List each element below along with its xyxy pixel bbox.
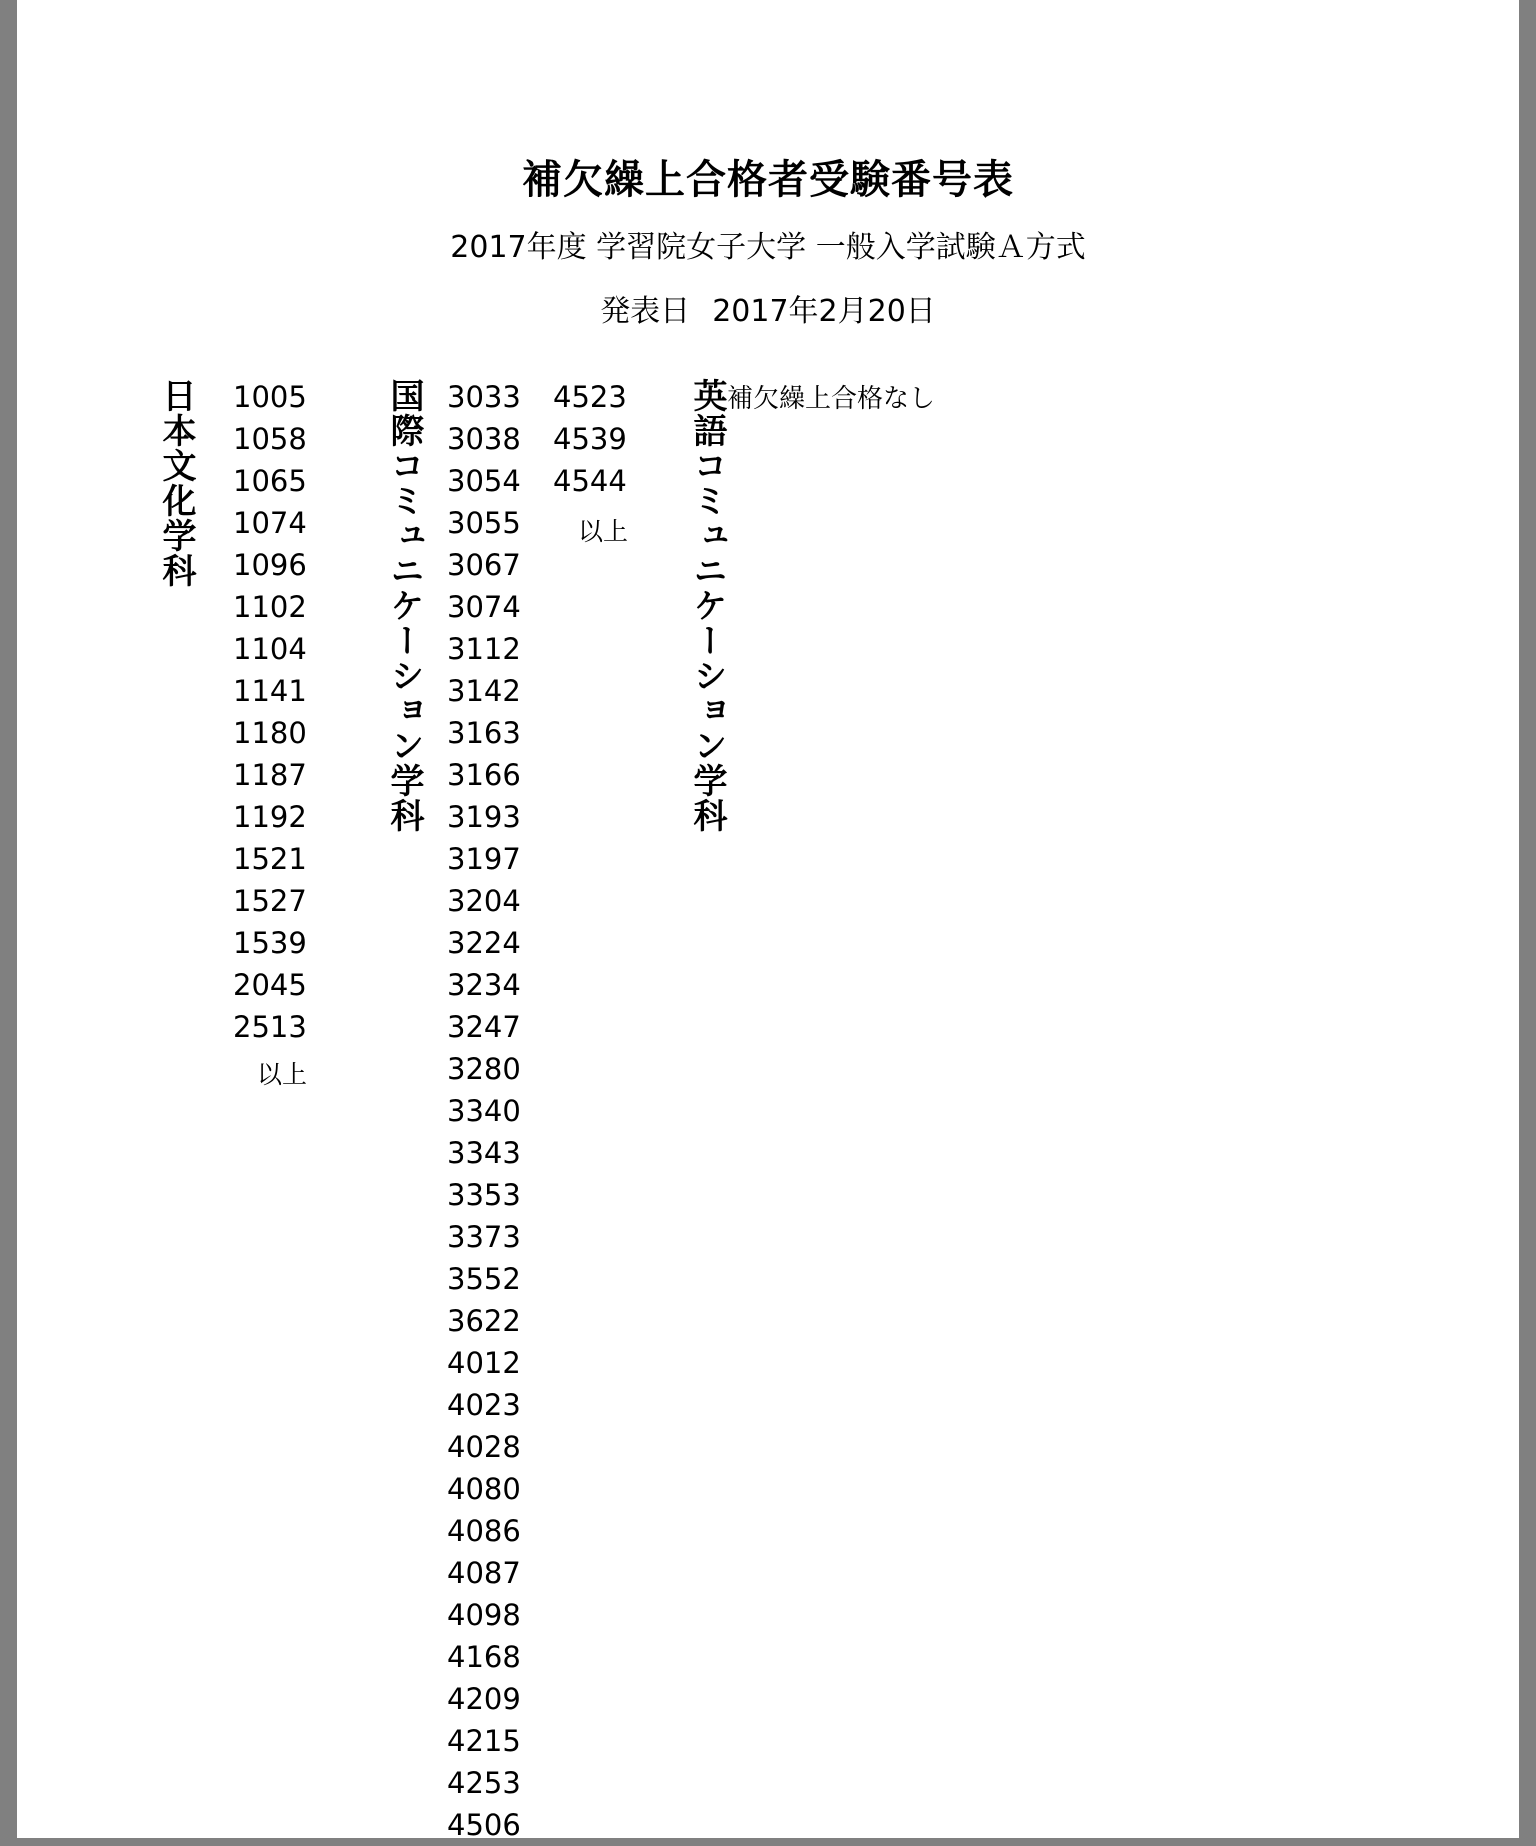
exam-number: 4098 (447, 1598, 521, 1632)
exam-number: 3340 (447, 1094, 521, 1128)
exam-number: 3552 (447, 1262, 521, 1296)
exam-number: 1180 (233, 716, 307, 750)
exam-number: 3280 (447, 1052, 521, 1086)
exam-number: 3234 (447, 968, 521, 1002)
exam-number: 4506 (447, 1808, 521, 1842)
exam-number: 3353 (447, 1178, 521, 1212)
exam-number: 4523 (553, 380, 627, 414)
exam-number: 3193 (447, 800, 521, 834)
exam-number: 1065 (233, 464, 307, 498)
exam-number: 4023 (447, 1388, 521, 1422)
dept-title-japanese-culture: 日本文化学科 (156, 378, 196, 588)
exam-number: 3054 (447, 464, 521, 498)
exam-number: 3033 (447, 380, 521, 414)
exam-number: 3055 (447, 506, 521, 540)
dept-title-international-communication: 国際コミュニケーション学科 (384, 378, 424, 833)
exam-number: 3067 (447, 548, 521, 582)
exam-number: 4028 (447, 1430, 521, 1464)
exam-number: 1192 (233, 800, 307, 834)
exam-number: 4012 (447, 1346, 521, 1380)
exam-number: 3204 (447, 884, 521, 918)
page-subtitle: 2017年度 学習院女子大学 一般入学試験Ａ方式 (450, 230, 1086, 265)
announce-date: 2017年2月20日 (712, 294, 936, 329)
exam-number: 4544 (553, 464, 627, 498)
exam-number: 4539 (553, 422, 627, 456)
exam-number: 3112 (447, 632, 521, 666)
exam-number: 1187 (233, 758, 307, 792)
exam-number: 3197 (447, 842, 521, 876)
exam-number: 3622 (447, 1304, 521, 1338)
exam-number: 1521 (233, 842, 307, 876)
exam-number: 2513 (233, 1010, 307, 1044)
exam-number: 1058 (233, 422, 307, 456)
exam-number: 3142 (447, 674, 521, 708)
exam-number: 1005 (233, 380, 307, 414)
page-title: 補欠繰上合格者受験番号表 (522, 157, 1014, 203)
exam-number: 4087 (447, 1556, 521, 1590)
end-label-japanese-culture: 以上 (257, 1060, 308, 1089)
exam-number: 4253 (447, 1766, 521, 1800)
document-page (17, 0, 1519, 1842)
exam-number: 1074 (233, 506, 307, 540)
exam-number: 1096 (233, 548, 307, 582)
number-list-international-communication-2 (553, 376, 627, 502)
exam-number: 1539 (233, 926, 307, 960)
exam-number: 3038 (447, 422, 521, 456)
no-acceptance-note: 補欠繰上合格なし (727, 384, 936, 414)
exam-number: 1104 (233, 632, 307, 666)
announce-date-line (17, 286, 1519, 330)
exam-number: 3247 (447, 1010, 521, 1044)
exam-number: 1527 (233, 884, 307, 918)
exam-number: 4209 (447, 1682, 521, 1716)
exam-number: 3074 (447, 590, 521, 624)
exam-number: 1141 (233, 674, 307, 708)
exam-number: 3343 (447, 1136, 521, 1170)
announce-label: 発表日 (600, 294, 691, 329)
exam-number: 1102 (233, 590, 307, 624)
exam-number: 4080 (447, 1472, 521, 1506)
exam-number: 4086 (447, 1514, 521, 1548)
exam-number: 3163 (447, 716, 521, 750)
exam-number: 3166 (447, 758, 521, 792)
exam-number: 3373 (447, 1220, 521, 1254)
number-list-japanese-culture (233, 376, 307, 1048)
exam-number: 4215 (447, 1724, 521, 1758)
number-list-international-communication-1 (447, 376, 521, 1846)
exam-number: 2045 (233, 968, 307, 1002)
exam-number: 4168 (447, 1640, 521, 1674)
end-label-international-communication: 以上 (578, 517, 629, 546)
dept-title-english-communication: 英語コミュニケーション学科 (687, 378, 727, 833)
exam-number: 3224 (447, 926, 521, 960)
